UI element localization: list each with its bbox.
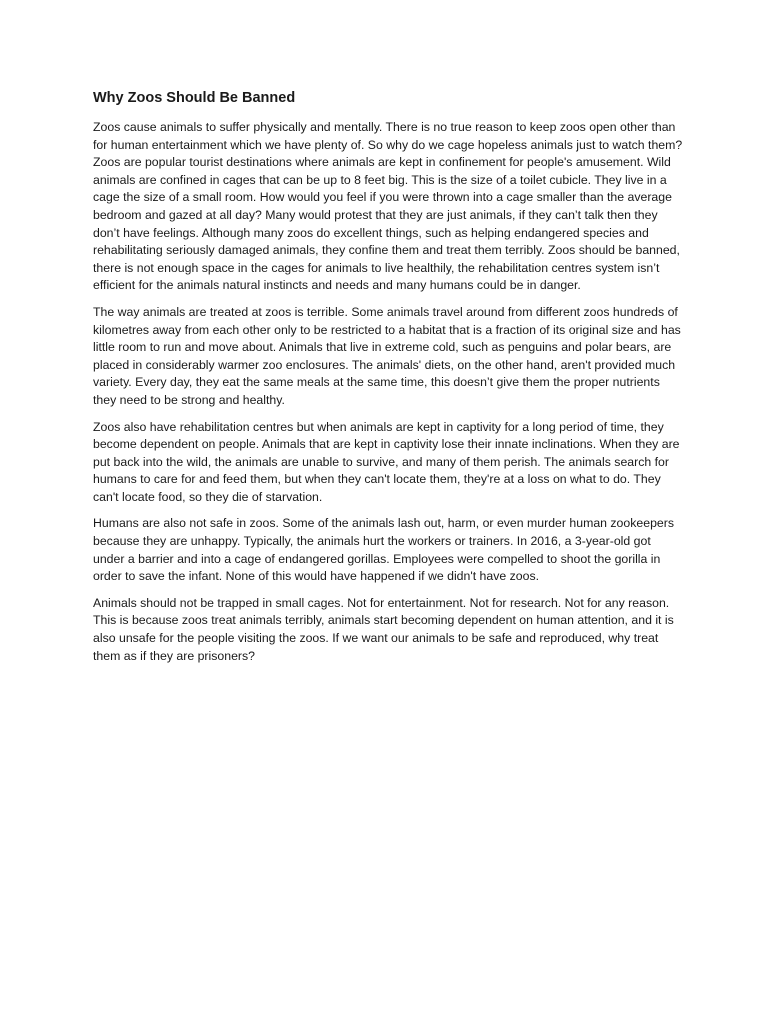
- document-page: [93, 88, 683, 674]
- paragraph-rehabilitation: Zoos also have rehabilitation centres but when animals are kept in captivity for a long period of time, they become dependent on people. Animals that are kept in captivity lose their innate inclinations. When they are put back into the wild, the animals are unable to survive, and many of them perish. The animals search for humans to care for and feed them, but when they can't locate them, they're at a loss on what to do. They can't locate food, so they die of starvation.: [93, 419, 680, 504]
- document-title: Why Zoos Should Be Banned: [93, 90, 296, 106]
- paragraph-human-safety: Humans are also not safe in zoos. Some of the animals lash out, harm, or even murder human zookeepers because they are unhappy. Typically, the animals hurt the workers or trainers. In 2016, a 3-year-old got under a barrier and into a cage of endangered gorillas. Employees were compelled to shoot the gorilla in order to save the infant. None of this would have happened if we didn't have zoos.: [93, 516, 674, 584]
- paragraph-conclusion: Animals should not be trapped in small cages. Not for entertainment. Not for research. Not for any reason. This is because zoos treat animals terribly, animals start becoming dependent on human attention, and it is also unsafe for the people visiting the zoos. If we want our animals to be safe and reproduced, why treat them as if they are prisoners?: [93, 595, 674, 663]
- paragraph-treatment: The way animals are treated at zoos is terrible. Some animals travel around from different zoos hundreds of kilometres away from each other only to be restricted to a habitat that is a fraction of its original size and has little room to run and move about. Animals that live in extreme cold, such as penguins and polar bears, are placed in considerably warmer zoo enclosures. The animals' diets, on the other hand, aren't provided much variety. Every day, they eat the same meals at the same time, this doesn’t give them the proper nutrients they need to be strong and healthy.: [93, 304, 681, 407]
- paragraph-intro: Zoos cause animals to suffer physically and mentally. There is no true reason to keep zoos open other than for human entertainment which we have plenty of. So why do we cage hopeless animals just to watch them? Zoos are popular tourist destinations where animals are kept in confinement for people's amusement. Wild animals are confined in cages that can be up to 8 feet big. This is the size of a toilet cubicle. They live in a cage the size of a small room. How would you feel if you were thrown into a cage smaller than the average bedroom and gazed at all day? Many would protest that they are just animals, if they can’t talk then they don’t have feelings. Although many zoos do excellent things, such as helping endangered species and rehabilitating seriously damaged animals, they confine them and treat them terribly. Zoos should be banned, there is not enough space in the cages for animals to live healthily, the rehabilitation centres system isn’t efficient for the animals natural instincts and needs and many humans could be in danger.: [93, 120, 683, 293]
